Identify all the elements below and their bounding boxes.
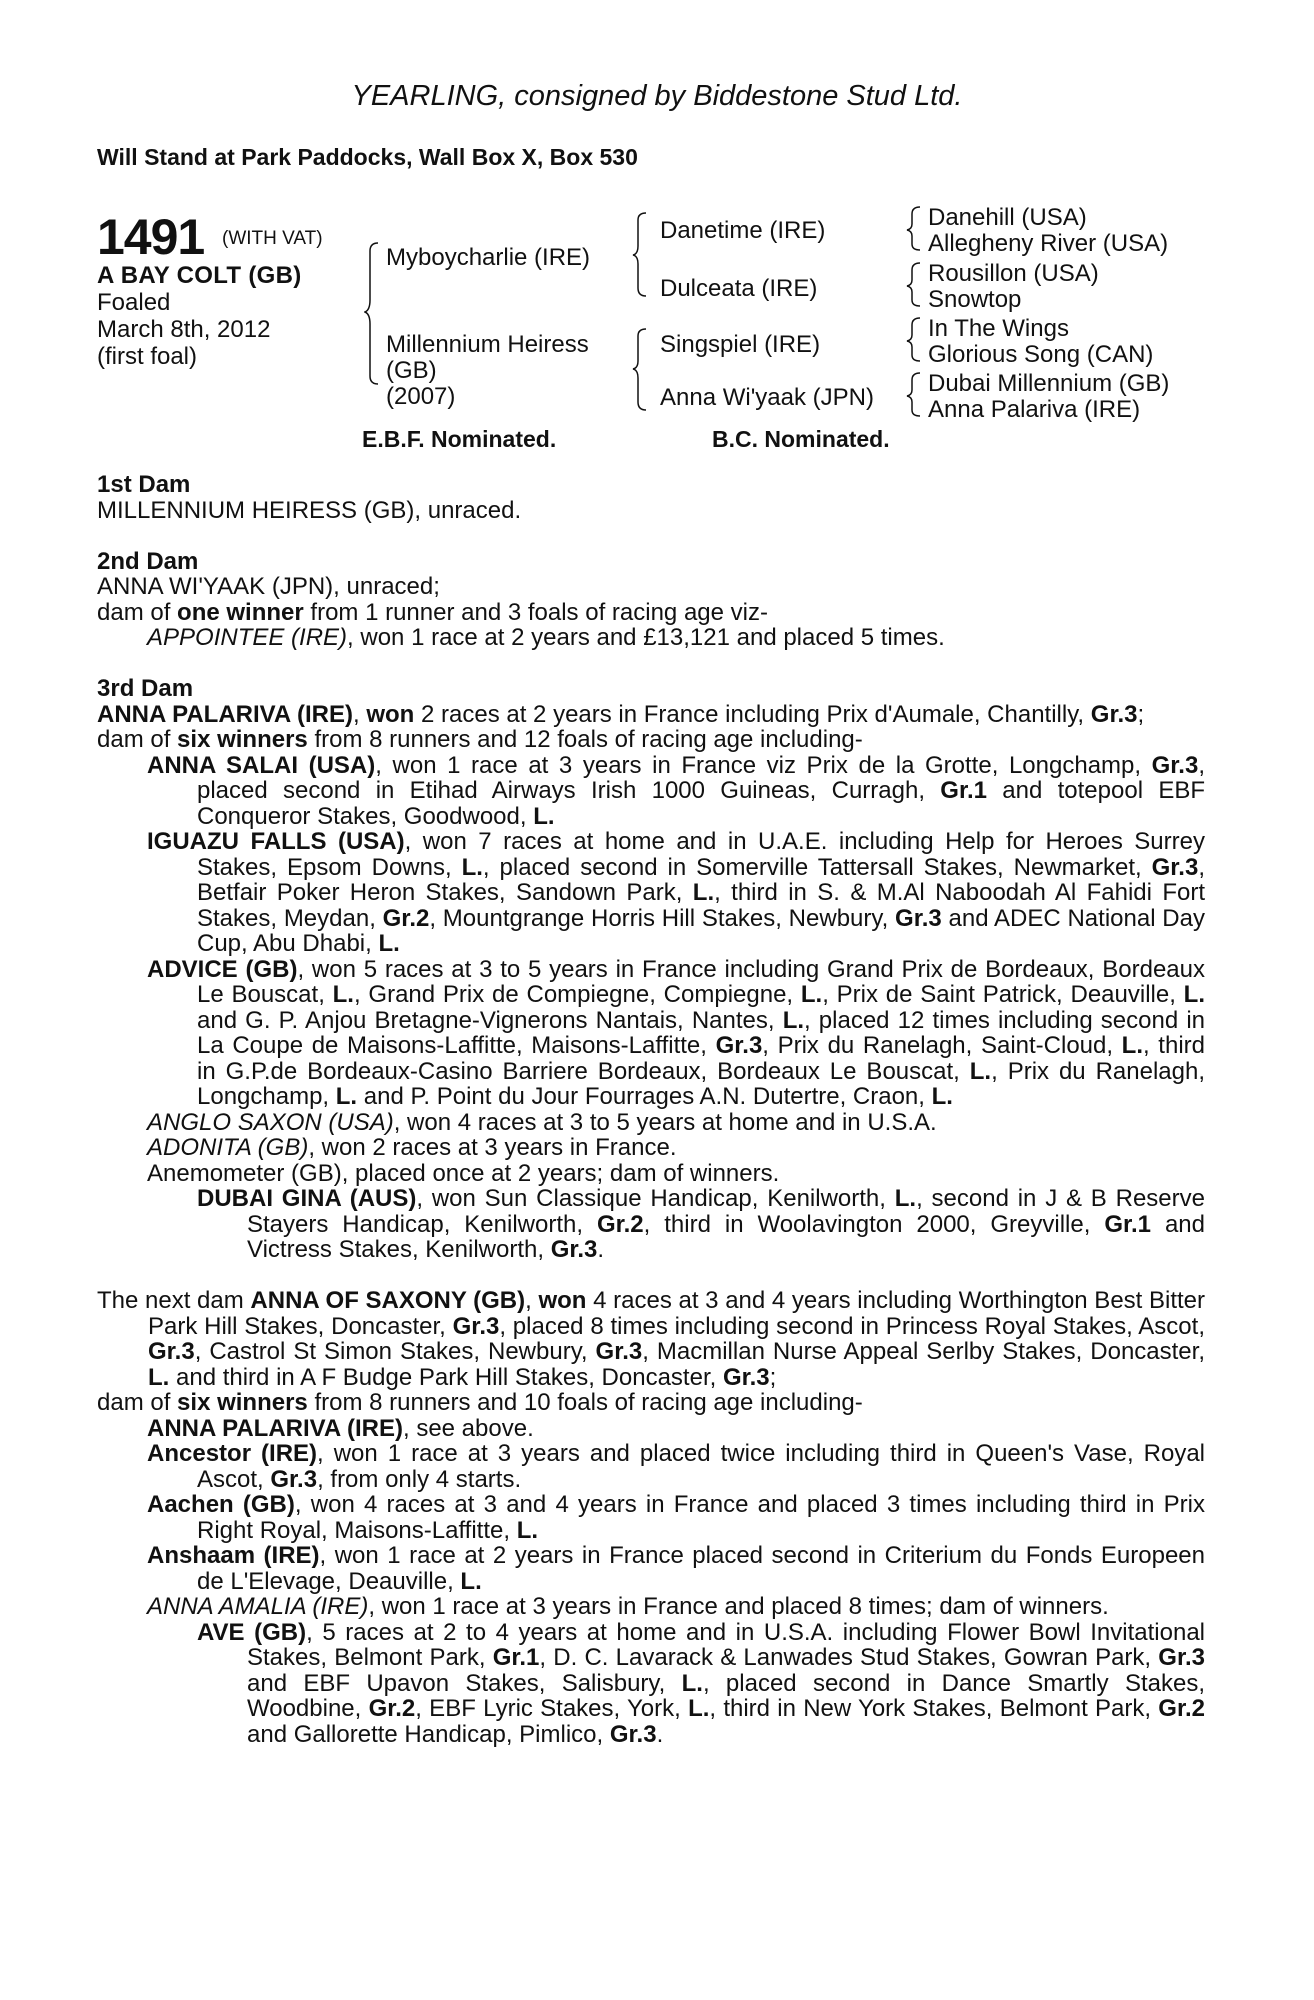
page-title: YEARLING, consigned by Biddestone Stud Ltd. <box>351 80 963 112</box>
grandparent-8: Anna Palariva (IRE) <box>928 396 1141 423</box>
dam3-heading: 3rd Dam <box>97 675 194 702</box>
dam-line-1: Millennium Heiress <box>386 331 589 358</box>
produce-anglo-saxon: ANGLO SAXON (USA), won 4 races at 3 to 5 years at home and in U.S.A. <box>147 1108 937 1136</box>
pedigree-brace-5 <box>906 260 926 310</box>
grandparent-3: Rousillon (USA) <box>928 260 1099 287</box>
dam-line-2: (GB) <box>386 357 437 384</box>
pedigree-brace-2 <box>632 210 652 300</box>
sire: Myboycharlie (IRE) <box>386 244 591 271</box>
ebf-nomination: E.B.F. Nominated. <box>362 426 557 452</box>
produce-anna-salai: ANNA SALAI (USA), won 1 race at 3 years in France viz Prix de la Grotte, Longchamp, Gr.3, placed second in Etihad Airways Irish 1000 Guineas, Curragh, Gr.1 and totepool EBF Conqueror Stakes, Goodwood, L. <box>147 751 1205 830</box>
grandparent-2: Allegheny River (USA) <box>928 230 1169 257</box>
grandparent-7: Dubai Millennium (GB) <box>928 370 1170 397</box>
grandparent-6: Glorious Song (CAN) <box>928 341 1154 368</box>
next-dam-produce: dam of six winners from 8 runners and 10 foals of racing age including- <box>97 1389 863 1416</box>
dam3-anna-palariva: ANNA PALARIVA (IRE), won 2 races at 2 years in France including Prix d'Aumale, Chantilly, Gr.3; <box>97 700 1145 728</box>
next-dam-anna-of-saxony: The next dam ANNA OF SAXONY (GB), won 4 races at 3 and 4 years including Worthington Best Bitter Park Hill Stakes, Doncaster, Gr.3, placed 8 times including second in Princess Royal Stakes, Ascot, Gr.3, Castrol St Simon Stakes, Newbury, Gr.3, Macmillan Nurse Appeal Serlby Stakes, Doncaster, L. and third in A F Budge Park Hill Stakes, Doncaster, Gr.3; <box>97 1287 1206 1391</box>
produce-anna-amalia: ANNA AMALIA (IRE), won 1 race at 3 years in France and placed 8 times; dam of winners. <box>147 1593 1109 1620</box>
produce-iguazu-falls: IGUAZU FALLS (USA), won 7 races at home and in U.A.E. including Help for Heroes Surrey Stakes, Epsom Downs, L., placed second in Somerville Tattersall Stakes, Newmarket, Gr.3, Betfair Poker Heron Stakes, Sandown Park, L., third in S. & M.Al Naboodah Al Fahidi Fort Stakes, Meydan, Gr.2, Mountgrange Horris Hill Stakes, Newbury, Gr.3 and ADEC National Day Cup, Abu Dhabi, L. <box>147 828 1205 957</box>
grandparent-4: Snowtop <box>928 286 1022 313</box>
sire-dam: Dulceata (IRE) <box>660 275 818 302</box>
dam3-produce: dam of six winners from 8 runners and 12 foals of racing age including- <box>97 726 863 753</box>
produce-dubai-gina: DUBAI GINA (AUS), won Sun Classique Handicap, Kenilworth, L., second in J & B Reserve Stayers Handicap, Kenilworth, Gr.2, third in Woolavington 2000, Greyville, Gr.1 and Victress Stakes, Kenilworth, Gr.3. <box>197 1185 1206 1263</box>
stand-location: Will Stand at Park Paddocks, Wall Box X, Box 530 <box>97 144 638 170</box>
pedigree-brace-3 <box>632 326 652 414</box>
produce-aachen: Aachen (GB), won 4 races at 3 and 4 years in France and placed 3 times including third in Prix Right Royal, Maisons-Laffitte, L. <box>147 1491 1205 1544</box>
bc-nomination: B.C. Nominated. <box>712 426 890 452</box>
produce-anemometer: Anemometer (GB), placed once at 2 years; dam of winners. <box>147 1159 780 1187</box>
dam1-text: MILLENNIUM HEIRESS (GB), unraced. <box>97 496 522 524</box>
dam-sire: Singspiel (IRE) <box>660 331 821 358</box>
vat-note: (WITH VAT) <box>222 228 323 249</box>
produce-anna-palariva: ANNA PALARIVA (IRE), see above. <box>147 1414 534 1442</box>
pedigree-brace-4 <box>906 204 926 254</box>
foaled-label: Foaled <box>97 289 171 316</box>
foal-note: (first foal) <box>97 343 198 370</box>
grandparent-1: Danehill (USA) <box>928 204 1087 231</box>
dam2-produce: dam of one winner from 1 runner and 3 foals of racing age viz- <box>97 598 768 626</box>
horse-name: A BAY COLT (GB) <box>97 262 302 289</box>
pedigree-brace-1 <box>364 240 384 390</box>
produce-adonita: ADONITA (GB), won 2 races at 3 years in France. <box>147 1134 677 1161</box>
produce-advice: ADVICE (GB), won 5 races at 3 to 5 years in France including Grand Prix de Bordeaux, Bordeaux Le Bouscat, L., Grand Prix de Compiegne, Compiegne, L., Prix de Saint Patrick, Deauville, L. and G. P. Anjou Bretagne-Vignerons Nantais, Nantes, L., placed 12 times including second in La Coupe de Maisons-Laffitte, Maisons-Laffitte, Gr.3, Prix du Ranelagh, Saint-Cloud, L., third in G.P.de Bordeaux-Casino Barriere Bordeaux, Bordeaux Le Bouscat, L., Prix du Ranelagh, Longchamp, L. and P. Point du Jour Fourrages A.N. Dutertre, Craon, L. <box>147 955 1205 1110</box>
produce-ave: AVE (GB), 5 races at 2 to 4 years at home and in U.S.A. including Flower Bowl Invitational Stakes, Belmont Park, Gr.1, D. C. Lavarack & Lanwades Stud Stakes, Gowran Park, Gr.3 and EBF Upavon Stakes, Salisbury, L., placed second in Dance Smartly Stakes, Woodbine, Gr.2, EBF Lyric Stakes, York, L., third in New York Stakes, Belmont Park, Gr.2 and Gallorette Handicap, Pimlico, Gr.3. <box>197 1618 1205 1748</box>
foaled-date: March 8th, 2012 <box>97 316 271 343</box>
catalogue-body <box>97 472 1205 1747</box>
dam-line-3: (2007) <box>386 383 456 410</box>
dam2-heading: 2nd Dam <box>97 547 199 575</box>
pedigree-brace-6 <box>906 315 926 365</box>
sire-sire: Danetime (IRE) <box>660 217 826 244</box>
dam1-heading: 1st Dam <box>97 471 191 498</box>
dam-dam: Anna Wi'yaak (JPN) <box>660 384 874 411</box>
lot-number: 1491 <box>97 209 205 265</box>
pedigree-brace-7 <box>906 370 926 420</box>
produce-appointee: APPOINTEE (IRE), won 1 race at 2 years and £13,121 and placed 5 times. <box>147 624 945 651</box>
dam2-text: ANNA WI'YAAK (JPN), unraced; <box>97 573 440 600</box>
produce-ancestor: Ancestor (IRE), won 1 race at 3 years and placed twice including third in Queen's Vase, Royal Ascot, Gr.3, from only 4 starts. <box>147 1440 1206 1493</box>
grandparent-5: In The Wings <box>928 315 1069 342</box>
produce-anshaam: Anshaam (IRE), won 1 race at 2 years in France placed second in Criterium du Fonds Europeen de L'Elevage, Deauville, L. <box>147 1542 1205 1595</box>
